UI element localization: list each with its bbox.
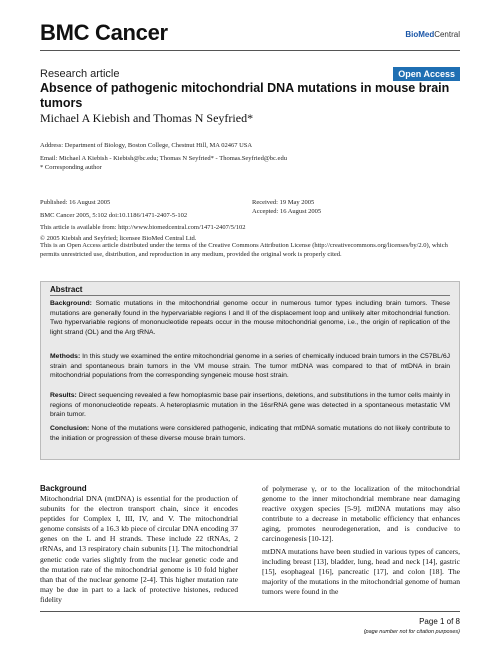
abstract-heading: Abstract	[50, 285, 83, 294]
abstract-rule	[50, 295, 450, 296]
received-accepted	[252, 198, 321, 216]
publisher-logo	[405, 30, 460, 39]
body-column-left: Mitochondrial DNA (mtDNA) is essential for the production of subunits for the electron transport chain, since it encodes peptides for Complex I, III, IV, and V. The mitochondrial genome consists of a 16.3 kb piece of circular DNA encoding 37 genes on the L and H strands. These include 22 tRNAs, 2 rRNAs, and 13 respiratory chain subunits [1]. The mitochondrial genetic code varies slightly from the nuclear genetic code and the mutation rate of the mitochondrial genome is 10 fold higher than that of the nuclear genome [2-4]. This higher mutation rate may be due in part to a lack of protective histones, reduced fidelity	[40, 494, 238, 604]
corresponding-note: * Corresponding author	[40, 164, 102, 171]
license-text: This is an Open Access article distributed under the terms of the Creative Commons Attribution License (http://creativecommons.org/licenses/by/2.0), which permits unrestricted use, distribution, and reproduction in any medium, provided the original work is properly cited.	[40, 242, 448, 258]
abstract-results-label: Results:	[50, 392, 77, 399]
abstract-background	[50, 299, 450, 337]
article-title: Absence of pathogenic mitochondrial DNA mutations in mouse brain tumors	[40, 81, 450, 110]
header-rule	[40, 50, 460, 51]
abstract-background-label: Background:	[50, 300, 92, 307]
abstract-conclusion	[50, 424, 450, 443]
article-type: Research article	[40, 68, 120, 80]
publisher-logo-rest: Central	[434, 30, 460, 39]
email-line: Email: Michael A Kiebish - Kiebish@bc.edu; Thomas N Seyfried* - Thomas.Seyfried@bc.edu	[40, 155, 287, 162]
abstract-background-text: Somatic mutations in the mitochondrial genome occur in numerous tumor types including brain tumors. These mutations are generally found in the hypervariable regions I and II of the displacement loop and unlikely alter mitochondrial function. Two hypervariable regions of mononucleotide repeats occur in the mouse mitochondrial genome, i.e., the origin of replication of the light strand (OL) and the Arg tRNA.	[50, 300, 450, 336]
author-list: Michael A Kiebish and Thomas N Seyfried*	[40, 111, 254, 125]
abstract-conclusion-label: Conclusion:	[50, 425, 90, 432]
journal-title: BMC Cancer	[40, 20, 168, 45]
copyright-line: © 2005 Kiebish and Seyfried; licensee BioMed Central Ltd.	[40, 235, 197, 242]
abstract-results	[50, 391, 450, 420]
abstract-methods	[50, 352, 450, 381]
background-heading: Background	[40, 484, 87, 493]
page-number: Page 1 of 8	[419, 617, 460, 626]
body-column-right-para2: mtDNA mutations have been studied in various types of cancers, including breast [13], bladder, lung, head and neck [14], gastric [15], esophageal [16], pancreatic [17], and colon [18]. The majority of the mutations in the mitochondrial genome of human tumors were found in the	[262, 547, 460, 597]
open-access-badge: Open Access	[393, 67, 460, 81]
abstract-methods-text: In this study we examined the entire mitochondrial genome in a series of chemically induced brain tumors in the C57BL/6J strain and spontaneous brain tumors in the VM mouse strain. The tumor mtDNA was compared to that of mtDNA in brain mitochondrial populations from the corresponding syngeneic mouse host strain.	[50, 353, 450, 380]
received-date: Received: 19 May 2005	[252, 199, 315, 206]
accepted-date: Accepted: 16 August 2005	[252, 208, 322, 215]
body-column-right-para1: of polymerase γ, or to the localization of the mitochondrial genome to the inner mitochondrial membrane near damaging reactive oxygen species [5-9]. mtDNA mutations may also contribute to a decrease in metabolic efficiency that enhances aging, promotes neurodegeneration, and is conducive to carcinogenesis [10-12].	[262, 484, 460, 544]
page-number-note: (page number not for citation purposes)	[363, 629, 460, 635]
article-url[interactable]: This article is available from: http://www.biomedcentral.com/1471-2407/5/102	[40, 224, 246, 231]
citation-line: BMC Cancer 2005, 5:102 doi:10.1186/1471-2407-5-102	[40, 212, 188, 219]
abstract-results-text: Direct sequencing revealed a few homoplasmic base pair insertions, deletions, and substitutions in the tumor cells mainly in regions of mononucleotide repeats. A heteroplasmic mutation in the 16srRNA gene was detected in a spontaneous metastatic VM brain tumor.	[50, 392, 450, 419]
author-emails	[40, 154, 287, 172]
abstract-conclusion-text: None of the mutations were considered pathogenic, indicating that mtDNA somatic mutations do not likely contribute to the initiation or progression of these diverse mouse brain tumors.	[50, 425, 451, 442]
published-date: Published: 16 August 2005	[40, 199, 111, 206]
abstract-methods-label: Methods:	[50, 353, 81, 360]
publisher-logo-bold: BioMed	[405, 30, 435, 39]
author-address: Address: Department of Biology, Boston College, Chestnut Hill, MA 02467 USA	[40, 142, 253, 149]
footer-rule	[40, 611, 460, 612]
